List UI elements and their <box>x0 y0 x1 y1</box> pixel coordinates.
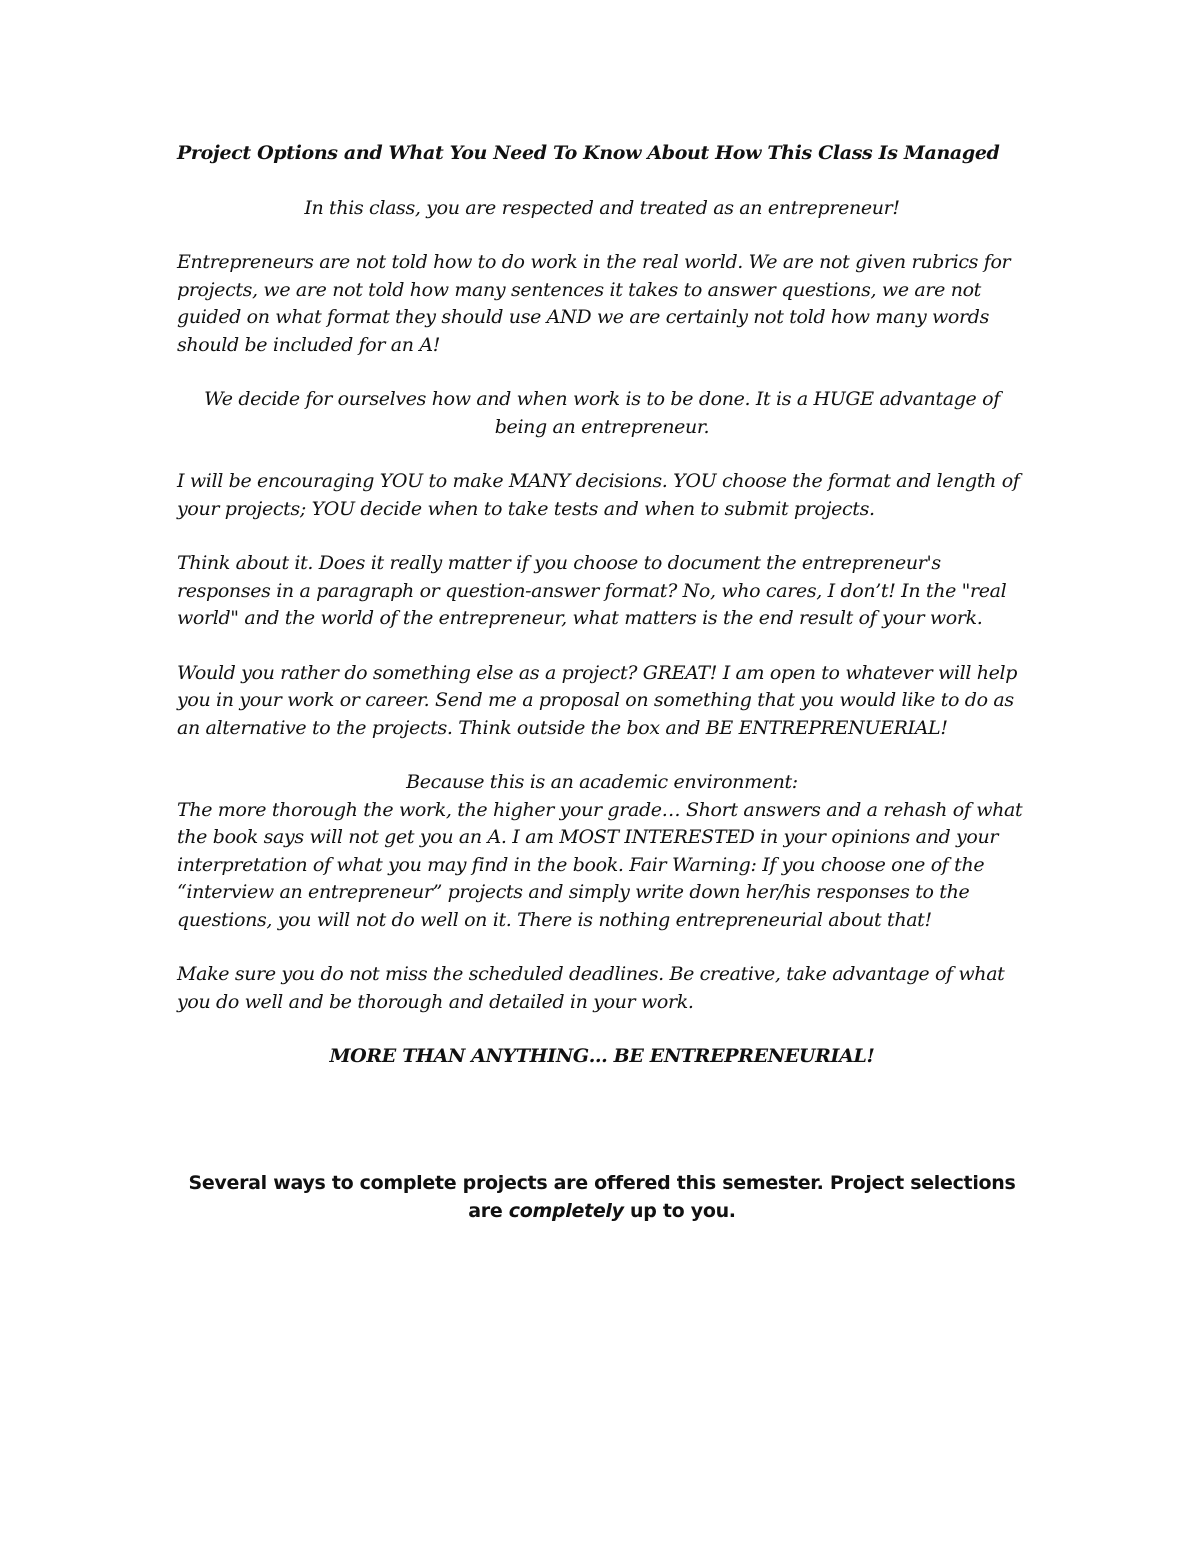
paragraph-thorough: The more thorough the work, the higher your grade… Short answers and a rehash of what the book says will not get you an A. I am MOST INTERESTED in your opinions and your interpretation of what you may find in the book. Fair Warning: If you choose one of the “interview an entrepreneur” projects and simply write down her/his responses to the questions, you will not do well on it. There is nothing entrepreneurial about that! <box>177 798 1023 931</box>
document-title: Project Options and What You Need To Know About How This Class Is Managed <box>177 142 1000 164</box>
footer-note <box>177 1170 1027 1225</box>
footer-text-after: up to you. <box>623 1199 736 1222</box>
paragraph-deadlines: Make sure you do not miss the scheduled deadlines. Be creative, take advantage of what you do well and be thorough and detailed in your work. <box>177 963 1005 1013</box>
paragraph-think: Think about it. Does it really matter if you choose to document the entrepreneur's responses in a paragraph or question-answer format? No, who cares, I don’t! In the "real world" and the world of the entrepreneur, what matters is the end result of your work. <box>177 552 1007 629</box>
paragraph-decide: We decide for ourselves how and when work is to be done. It is a HUGE advantage of being an entrepreneur. <box>204 388 1000 438</box>
intro-line: In this class, you are respected and treated as an entrepreneur! <box>304 196 900 219</box>
academic-heading: Because this is an academic environment: <box>406 771 798 793</box>
footer-text-before: Several ways to complete projects are offered this semester. Project selections are <box>188 1172 1016 1222</box>
call-to-action: MORE THAN ANYTHING… BE ENTREPRENEURIAL! <box>329 1045 875 1067</box>
footer-emphasis: completely <box>508 1199 624 1222</box>
paragraph-alternative: Would you rather do something else as a project? GREAT! I am open to whatever will help you in your work or career. Send me a proposal on something that you would like to do as an alternative to the projects. Think outside the box and BE ENTREPRENUERIAL! <box>177 661 1018 739</box>
paragraph-decisions: I will be encouraging YOU to make MANY decisions. YOU choose the format and length of your projects; YOU decide when to take tests and when to submit projects. <box>177 470 1020 520</box>
document-page <box>177 140 1027 1071</box>
paragraph-entrepreneurs: Entrepreneurs are not told how to do work in the real world. We are not given rubrics for projects, we are not told how many sentences it takes to answer questions, we are not guided on what format they should use AND we are certainly not told how many words should be included for an A! <box>177 251 1011 356</box>
